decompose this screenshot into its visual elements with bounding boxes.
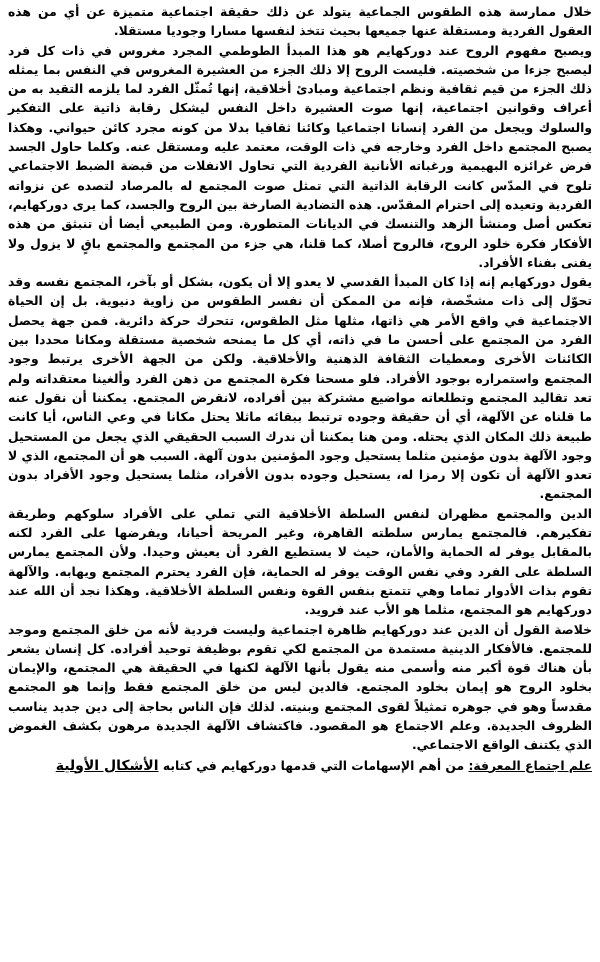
section-heading-label: علم اجتماع المعرفة: (468, 758, 592, 773)
book-title: الأشكال الأولية (55, 757, 159, 774)
paragraph-3: يقول دوركهايم إنه إذا كان المبدأ القدسي لا يعدو إلا أن يكون، بشكل أو بآخر، المجتمع نفسه وقد تحوّل إلى ذات مشخّصة، فإنه من الممكن أن نفسر الطقوس من زاوية دنيوية. بل إن الحياة الاجتماعية في واقع الأمر هي ذاتها، مثلها مثل الطقوس، تتحرك حركة دائرية. فمن جهة يحصل الفرد من المجتمع على أحسن ما في ذاته، أي كل ما يمنحه شخصية مستقلة ومكانا محددا بين الكائنات الأخرى ومعطيات الثقافة الذهنية والأخلاقية. ولكن من الجهة الأخرى يرتبط وجود المجتمع واستمراره بوجود الأفراد. فلو مسحنا فكرة المجتمع من ذهن الفرد وألغينا معتقداته ولم تعد تقاليد المجتمع وتطلعاته مواضيع مشتركة بين أفراده، لانقرض المجتمع. يمكننا أن نقول عنه ما قلناه عن الآلهة، أي أن حقيقة وجوده ترتبط ببقائه ماثلا يحتل مكانا في وعي الناس، أيا كانت طبيعة ذلك المكان الذي يحتله. ومن هنا يمكننا أن ندرك السبب الحقيقي الذي يجعل من المستحيل وجود الآلهة بدون مؤمنين مثلما يستحيل وجود المؤمنين بدون آلهة. السبب هو أن المجتمع، الذي لا تعدو الآلهة أن تكون إلا رمزا له، يستحيل وجوده بدون الأفراد، مثلما يستحيل وجود الأفراد بدون المجتمع. (8, 275, 592, 502)
section-heading-line (8, 757, 592, 776)
paragraph-4: الدين والمجتمع مظهران لنفس السلطة الأخلاقية التي تملي على الأفراد سلوكهم وطريقة تفكيرهم. فالمجتمع يمارس سلطته القاهرة، وغير المريحة أحيانا، ويفرضها على الفرد لكنه بالمقابل يوفر له الحماية والأمان، حيث لا يستطيع الفرد أن يعيش وحيدا. ولأن المجتمع يمارس السلطة على الفرد وفي نفس الوقت يوفر له الحماية، فإن الفرد يحترم المجتمع ويهابه. والآلهة تقوم بذات الأدوار تماما وهي تتمتع بنفس القوة ونفس السلطة الأخلاقية. وهكذا نجد أن الله عند دوركهايم هو المجتمع، مثلما هو الأب عند فرويد. (8, 506, 592, 618)
paragraph-2: ويصبح مفهوم الروح عند دوركهايم هو هذا المبدأ الطوطمي المجرد مغروس في ذات كل فرد ليصبح جزءا من شخصيته. فليست الروح إلا ذلك الجزء من العشيرة المغروس في النفس بما يمثله ذلك الجزء من قيم ثقافية ونظم اجتماعية ومبادئ أخلاقية، إنها تُمثّل الفرد لما يلزمه التقيد به من أعراف وقوانين اجتماعية، إنها صوت العشيرة داخل النفس ليشكل رقابة ذاتية على التفكير والسلوك ويجعل من الفرد إنسانا اجتماعيا وكائنا ثقافيا بدلا من كونه مجرد كائن حيواني. وهكذا يصبح المجتمع داخل الفرد وخارجه في ذات الوقت، معتمد عليه ومستقل عنه. وكلما حاول الجسد فرض غرائزه البهيمية ورغباته الأنانية الفردية التي تحاول الانفلات من قبضة الضبط الاجتماعي تلوح في المدّس كانت الرقابة الذاتية التي تمثل صوت المجتمع له بالمرصاد لتصده عن نزواته الفردية وتعيده إلى احترام المقدّس. هذه التضادية الصارخة بين الروح والجسد، كما يرى دوركهايم، تعكس أصل ومنشأ الزهد والتنسك في الديانات المتطورة. ومن الطبيعي أيضا أن تنبثق من هذه الأفكار فكرة خلود الروح، فالروح أصلا، كما قلنا، هي جزء من المجتمع والمجتمع باقٍ لا يزول ولا يفنى بفناء الأفراد. (8, 43, 592, 270)
paragraph-5: خلاصة القول أن الدين عند دوركهايم ظاهرة اجتماعية وليست فردية لأنه من خلق المجتمع وموجد للمجتمع. فالأفكار الدينية مستمدة من المجتمع لكي تقوم بوظيفة توحيد أفراده. كل إنسان يشعر بأن هناك قوة أكبر منه وأسمى منه يقول بأنها الآلهة لكنها في الحقيقة هي المجتمع، والإيمان بخلود الروح هو إيمان بخلود المجتمع. فالدين ليس من خلق المجتمع فقط وإنما هو المجتمع مقدساً وهو في جوهره تمثيلاً لقوى المجتمع وبنيته. لذلك فإن الناس بحاجة إلى دين جديد يناسب الظروف الجديدة. وعلم الاجتماع هو المقصود. فاكتشاف الآلهة الجديدة مرهون بكشف الغموض الذي يكتنف الواقع الاجتماعي. (8, 622, 592, 753)
paragraph-1: خلال ممارسة هذه الطقوس الجماعية يتولد عن ذلك حقيقة اجتماعية متميزة عن أي من هذه العقول الفردية ومستقلة عنها جميعها بحيث تتخذ لنفسها مسارا وجوديا مستقلا. (8, 5, 592, 39)
section-heading-text: من أهم الإسهامات التي قدمها دوركهايم في كتابه (162, 758, 465, 773)
